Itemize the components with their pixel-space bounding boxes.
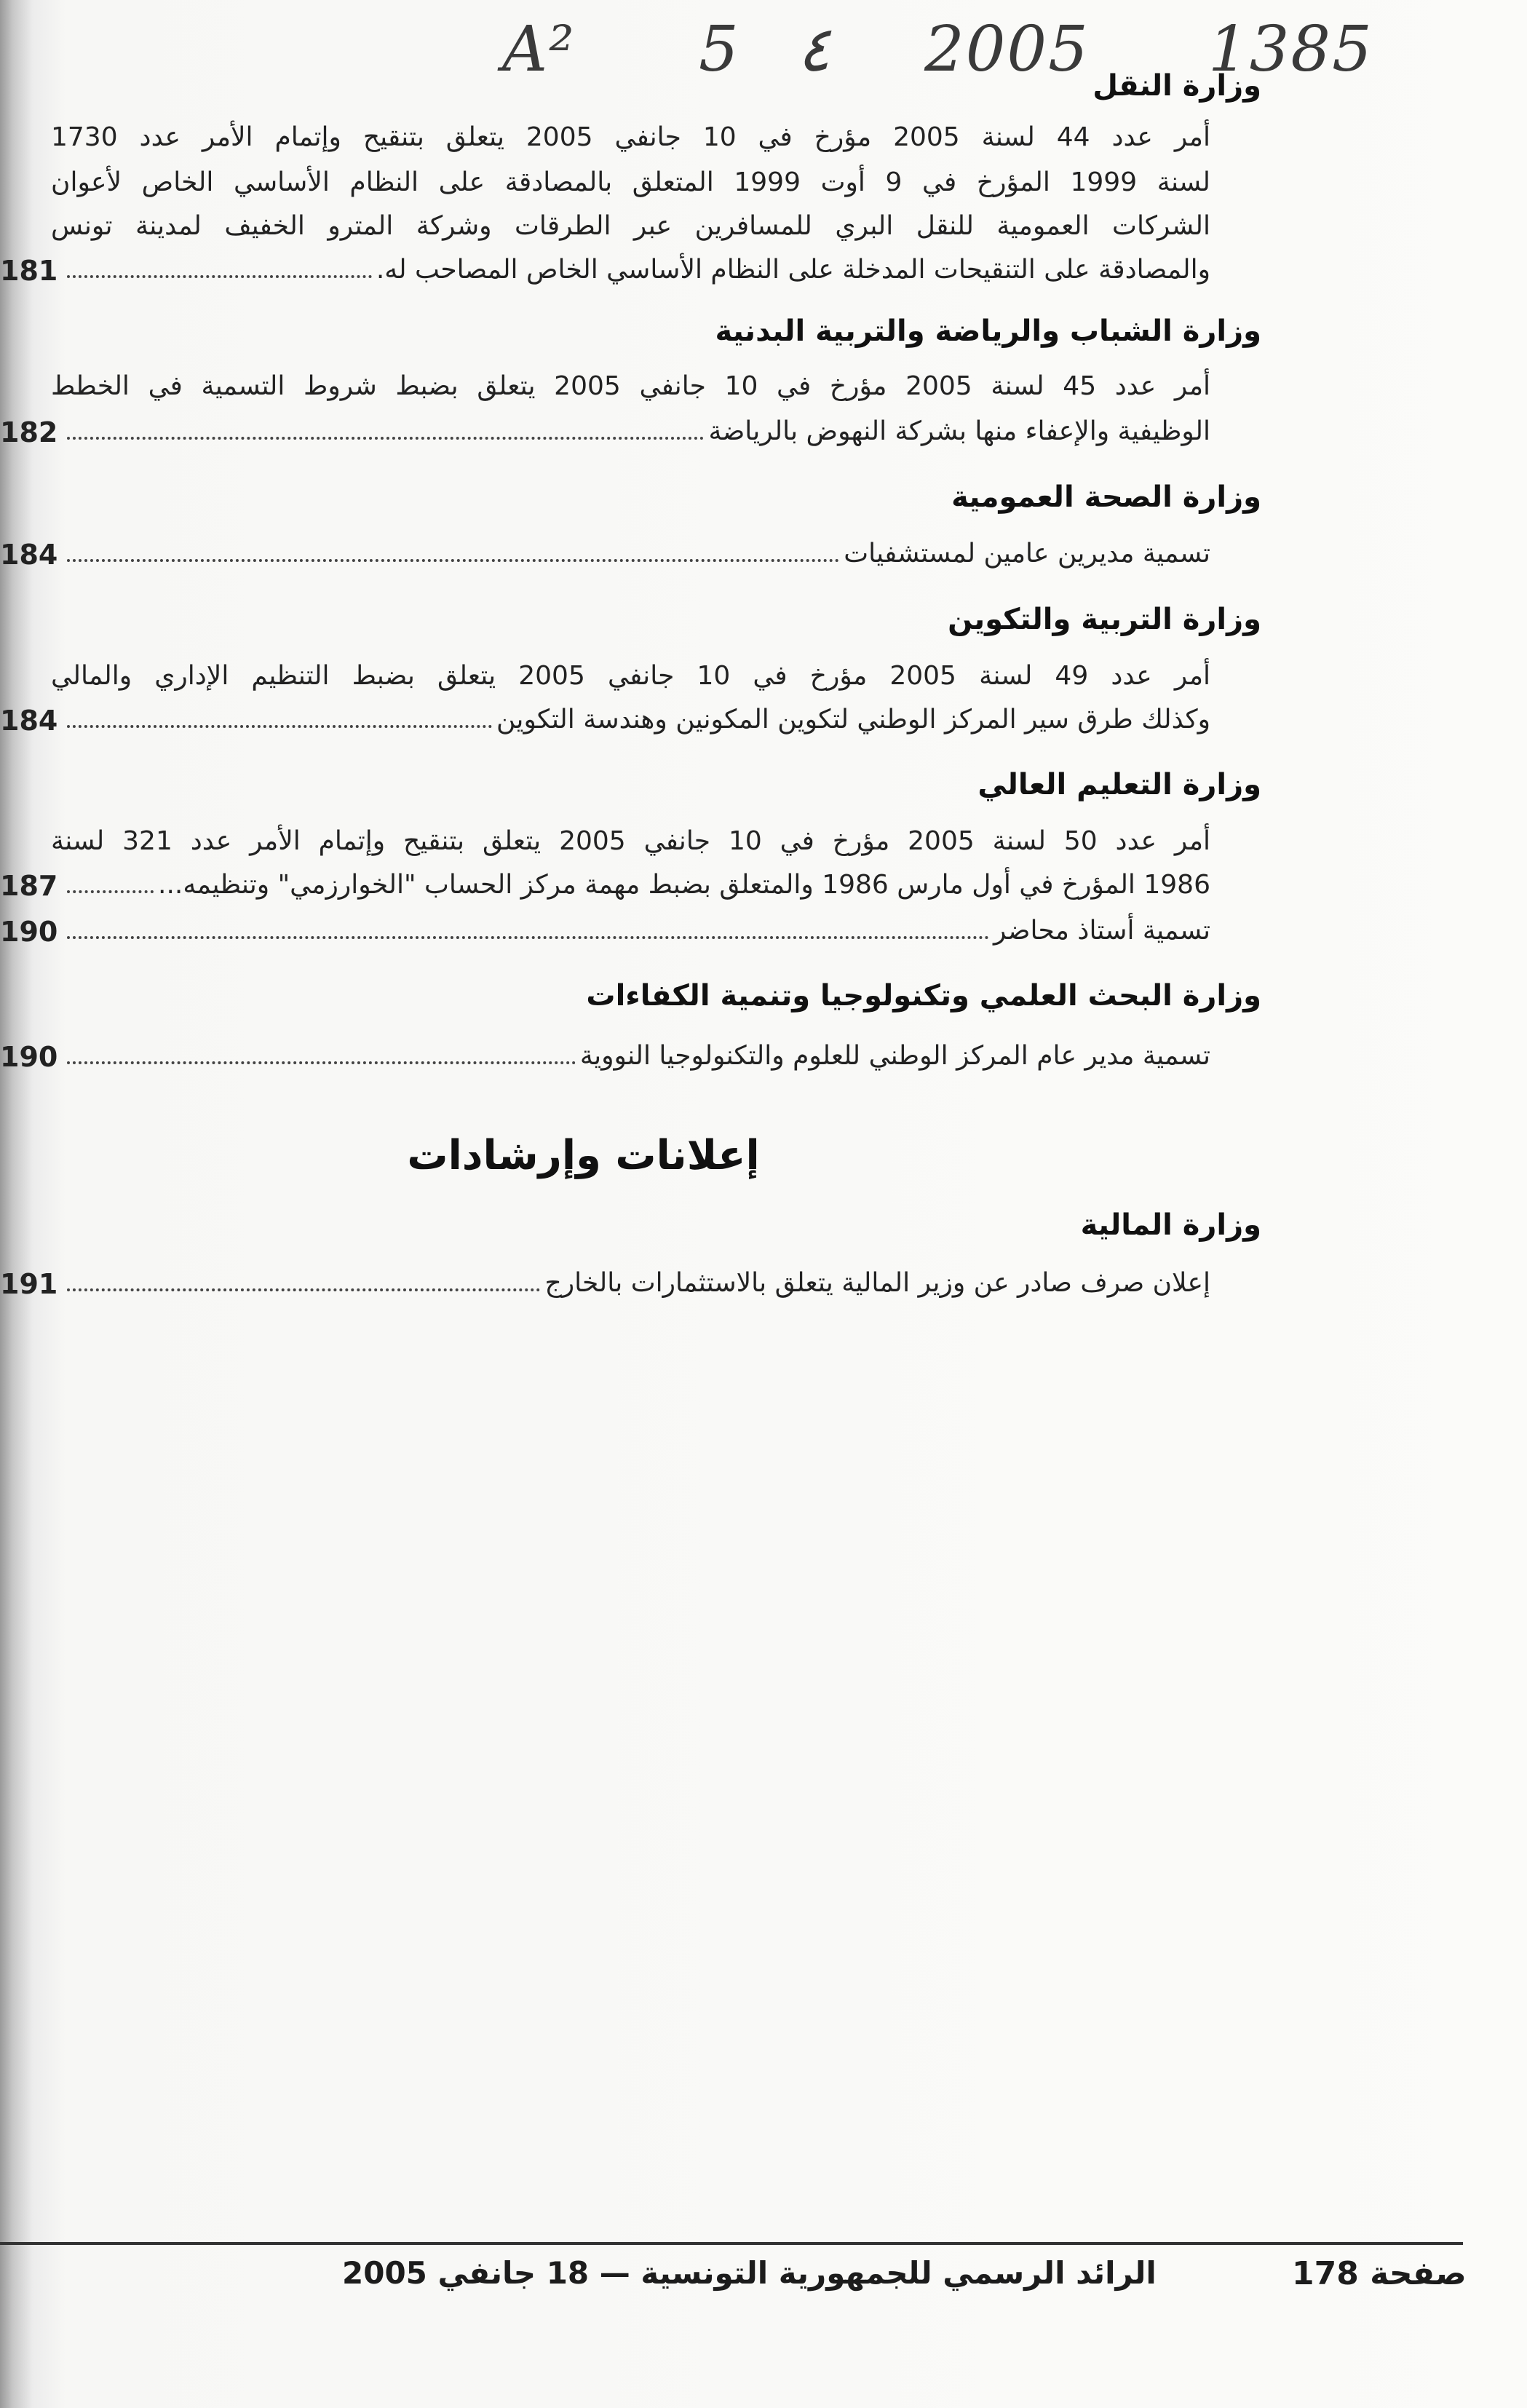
toc-entry-text: تسمية أستاذ محاضر [993,916,1210,946]
toc-entry[interactable] [0,1041,1210,1073]
toc-entry[interactable] [0,539,1210,571]
dot-leader [67,725,492,728]
toc-entry[interactable] [0,870,1210,902]
toc-entry-text: والمصادقة على التنقيحات المدخلة على النظام الأساسي الخاص المصاحب له. [376,255,1210,285]
dot-leader [67,890,154,893]
ministry-heading: وزارة التعليم العالي [977,768,1261,801]
toc-entry-text: إعلان صرف صادر عن وزير المالية يتعلق بالاستثمارات بالخارج [544,1268,1210,1298]
toc-entry[interactable] [0,1268,1210,1300]
handwritten-note-c: ٤ [797,13,831,86]
ministry-heading: وزارة النقل [1092,69,1261,103]
ministry-heading: وزارة التربية والتكوين [948,603,1261,636]
footer-page-number: صفحة 178 [1292,2255,1467,2292]
page-number: 182 [0,416,58,448]
ministry-heading: وزارة الشباب والرياضة والتربية البدنية [715,314,1261,348]
dot-leader [67,1061,576,1064]
page-number: 187 [0,870,58,902]
dot-leader [67,559,839,562]
page-number: 181 [0,255,58,287]
dot-leader [67,936,989,939]
entry-text-line: أمر عدد 49 لسنة 2005 مؤرخ في 10 جانفي 2005 يتعلق بضبط التنظيم الإداري والمالي [51,661,1210,691]
entry-text-line: الشركات العمومية للنقل البري للمسافرين عبر الطرقات وشركة المترو الخفيف لمدينة تونس [51,211,1210,241]
page-number: 184 [0,705,58,737]
ministry-heading: وزارة البحث العلمي وتكنولوجيا وتنمية الكفاءات [586,979,1261,1013]
handwritten-note-d: 2005 [924,13,1090,86]
toc-entry[interactable] [0,255,1210,287]
dot-leader [67,1288,540,1291]
toc-entry-text: 1986 المؤرخ في أول مارس 1986 والمتعلق بضبط مهمة مركز الحساب "الخوارزمي" وتنظيمه... [158,870,1210,900]
announcements-title: إعلانات وإرشادات [407,1132,760,1179]
toc-entry[interactable] [0,916,1210,948]
page-number: 191 [0,1268,58,1300]
footer-journal-title: الرائد الرسمي للجمهورية التونسية — 18 جانفي 2005 [342,2255,1157,2291]
entry-text-line: أمر عدد 50 لسنة 2005 مؤرخ في 10 جانفي 2005 يتعلق بتنقيح وإتمام الأمر عدد 321 لسنة [51,826,1210,856]
dot-leader [67,275,372,278]
toc-entry-text: وكذلك طرق سير المركز الوطني لتكوين المكونين وهندسة التكوين [496,705,1210,734]
toc-entry-text: الوظيفية والإعفاء منها بشركة النهوض بالرياضة [708,416,1210,446]
dot-leader [67,437,704,440]
handwritten-note-e: 1385 [1208,13,1373,86]
page-number: 184 [0,539,58,571]
page-number: 190 [0,1041,58,1073]
footer-rule [0,2242,1463,2245]
toc-entry[interactable] [0,416,1210,448]
page-number: 190 [0,916,58,948]
ministry-heading: وزارة الصحة العمومية [951,480,1261,514]
handwritten-note-a: A² [502,13,576,86]
entry-text-line: أمر عدد 44 لسنة 2005 مؤرخ في 10 جانفي 2005 يتعلق بتنقيح وإتمام الأمر عدد 1730 [51,122,1210,152]
handwritten-note-b: 5 [699,13,740,86]
toc-entry[interactable] [0,705,1210,737]
ministry-heading: وزارة المالية [1080,1208,1261,1242]
toc-entry-text: تسمية مدير عام المركز الوطني للعلوم والتكنولوجيا النووية [579,1041,1210,1071]
entry-text-line: لسنة 1999 المؤرخ في 9 أوت 1999 المتعلق بالمصادقة على النظام الأساسي الخاص لأعوان [51,167,1210,197]
entry-text-line: أمر عدد 45 لسنة 2005 مؤرخ في 10 جانفي 2005 يتعلق بضبط شروط التسمية في الخطط [51,371,1210,401]
toc-entry-text: تسمية مديرين عامين لمستشفيات [844,539,1210,569]
